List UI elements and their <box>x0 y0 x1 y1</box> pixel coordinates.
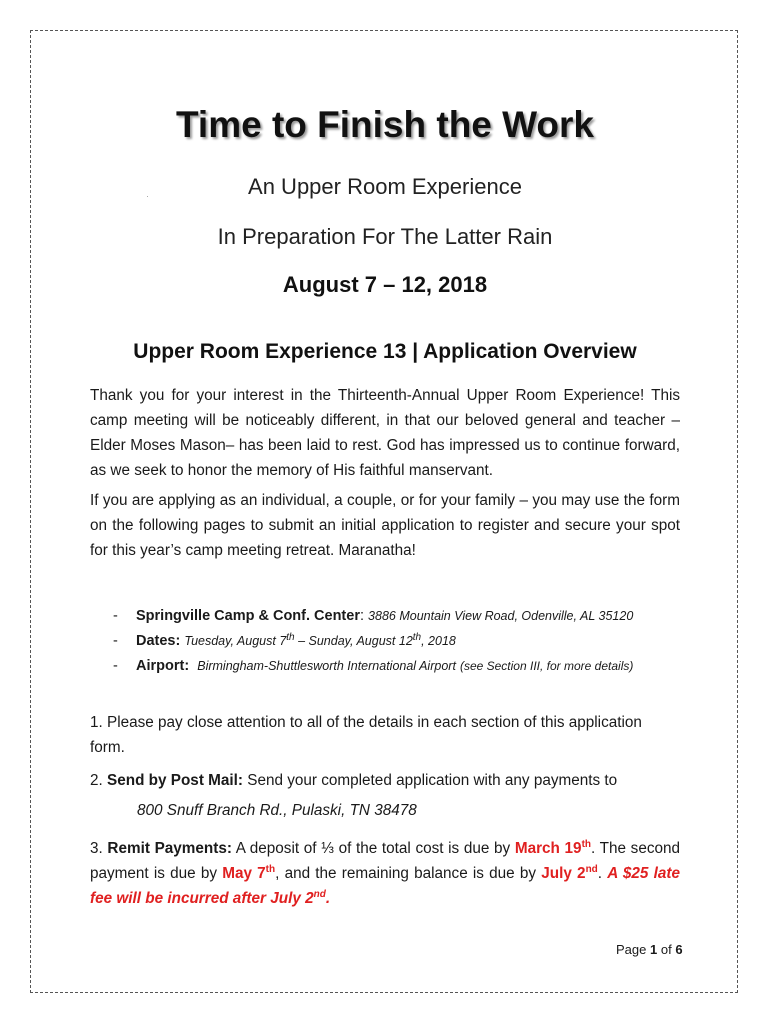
mailing-address: 800 Snuff Branch Rd., Pulaski, TN 38478 <box>137 802 417 819</box>
intro-paragraph: Thank you for your interest in the Thirteenth-Annual Upper Room Experience! This camp meeting will be noticeably different, in that our beloved general and teacher –Elder Moses Mason– has been laid to rest. God has impressed us to continue forward, as we seek to honor the memory of His faithful manservant. <box>90 387 680 479</box>
step-1: 1. Please pay close attention to all of the details in each section of this application form. <box>90 714 642 756</box>
airport-label: Airport: <box>136 658 190 674</box>
list-dash: - <box>113 658 118 674</box>
step-2-label: Send by Post Mail: <box>107 772 244 789</box>
event-dates: August 7 – 12, 2018 <box>282 272 488 297</box>
subtitle-latter-rain: In Preparation For The Latter Rain <box>217 224 553 249</box>
venue-item: - Springville Camp & Conf. Center: 3886 Mountain View Road, Odenville, AL 35120 <box>113 604 713 629</box>
step-2: 2. Send by Post Mail: Send your completed application with any payments to <box>90 772 618 789</box>
dates-label: Dates: <box>136 633 181 649</box>
page-number: Page 1 of 6 <box>616 942 683 957</box>
step-3: 3. Remit Payments: A deposit of ⅓ of the total cost is due by March 19th. The second payment is due by May 7th, and the remaining balance is due by July 2nd. A $25 late fee will be incurred after July 2nd. <box>90 838 680 907</box>
venue-label: Springville Camp & Conf. Center <box>136 608 360 624</box>
application-paragraph: If you are applying as an individual, a couple, or for your family – you may use the form on the following pages to submit an initial application to register and secure your spot for this year’s camp meeting retreat. Maranatha! <box>90 492 680 559</box>
deadline-march: March 19th <box>514 838 592 857</box>
event-details-list <box>113 604 713 679</box>
deadline-may: May 7th <box>222 863 276 882</box>
list-dash: - <box>113 608 118 624</box>
overview-heading: Upper Room Experience 13 | Application Overview <box>133 340 637 363</box>
document-title: Time to Finish the Work <box>175 104 594 145</box>
airport-name: Birmingham-Shuttlesworth International Airport <box>197 659 456 673</box>
deadline-july: July 2nd <box>541 863 598 882</box>
airport-item <box>113 654 713 679</box>
list-dash: - <box>113 633 118 649</box>
dates-value: Tuesday, August 7th – Sunday, August 12th, 2018 <box>184 631 456 648</box>
dates-item <box>113 629 713 654</box>
subtitle-upper-room: An Upper Room Experience <box>248 174 522 199</box>
late-fee-notice: A $25 late fee will be incurred after July 2nd. <box>90 865 680 907</box>
venue-address: 3886 Mountain View Road, Odenville, AL 35120 <box>368 609 634 623</box>
step-3-label: Remit Payments: <box>107 840 232 857</box>
airport-note: (see Section III, for more details) <box>459 659 634 673</box>
